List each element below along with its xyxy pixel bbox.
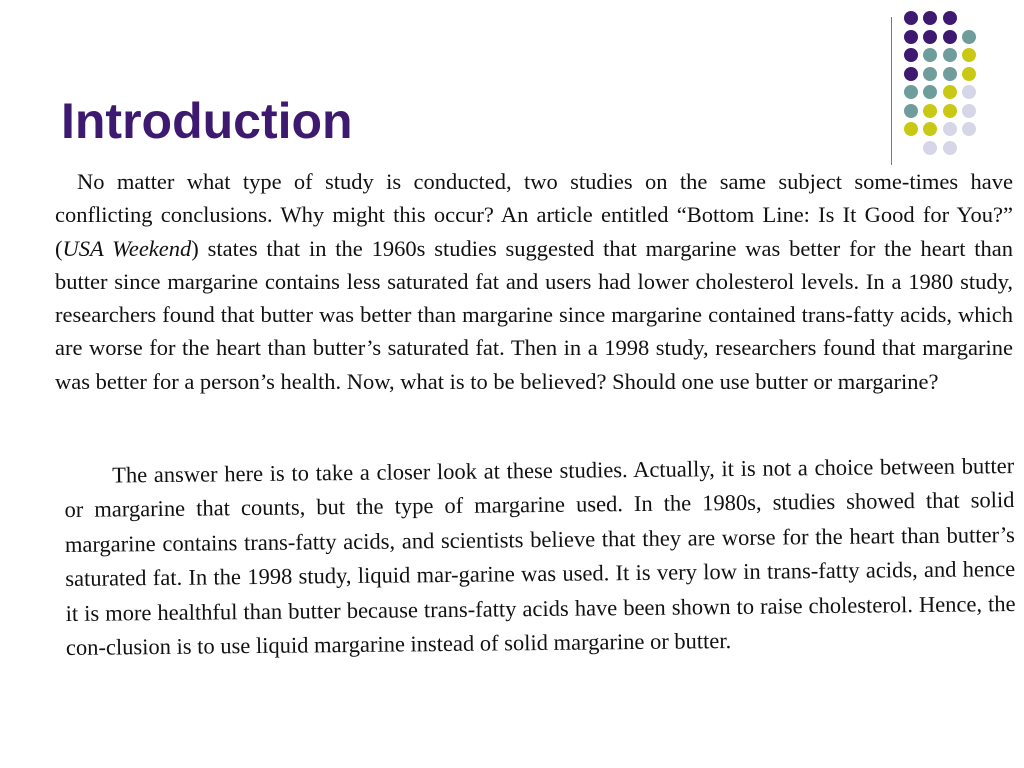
decorative-dot xyxy=(904,67,918,81)
decorative-dot xyxy=(923,30,937,44)
decorative-dot xyxy=(962,104,976,118)
decorative-dot xyxy=(923,122,937,136)
decorative-dot xyxy=(923,11,937,25)
publication-title: USA Weekend xyxy=(62,235,192,261)
decorative-dot-grid xyxy=(904,11,1014,161)
decorative-dot xyxy=(923,104,937,118)
decorative-dot xyxy=(943,30,957,44)
slide-title: Introduction xyxy=(61,93,353,149)
decorative-dot xyxy=(962,67,976,81)
decorative-dot xyxy=(943,122,957,136)
body-paragraph-2: The answer here is to take a closer look at these studies. Actually, it is not a choice between butter or margarine that counts, but the type of margarine used. In the 1980s, studies showed that solid margarine contains trans-fatty acids, and scientists believe that they are worse for the heart than butter’s saturated fat. In the 1998 study, liquid mar-garine was used. It is very low in trans-fatty acids, and hence it is more healthful than butter because trans-fatty acids have been shown to raise cholesterol. Hence, the con-clusion is to use liquid margarine instead of solid margarine or butter. xyxy=(64,453,1016,661)
decorative-dot xyxy=(962,122,976,136)
decorative-dot xyxy=(904,11,918,25)
decorative-dot xyxy=(923,67,937,81)
decorative-dot xyxy=(943,48,957,62)
decorative-dot xyxy=(904,48,918,62)
decorative-dot xyxy=(904,30,918,44)
decorative-dot xyxy=(904,104,918,118)
decorative-dot xyxy=(943,85,957,99)
decorative-dot xyxy=(943,11,957,25)
decorative-dot xyxy=(904,85,918,99)
paragraph-1-text-start: No matter what type of study is conducted, two studies on the same subject some-times have conflicting conclusions. Why might this occur? An article entitled “Bottom Line: Is It Good for You?” ( xyxy=(55,169,1013,261)
decorative-dot xyxy=(923,85,937,99)
decorative-dot xyxy=(923,141,937,155)
decorative-dot xyxy=(962,48,976,62)
decorative-dot xyxy=(962,85,976,99)
decorative-dot xyxy=(904,122,918,136)
decorative-dot xyxy=(923,48,937,62)
header-divider xyxy=(891,17,892,165)
decorative-dot xyxy=(943,67,957,81)
decorative-dot xyxy=(943,141,957,155)
paragraph-1-text-end: ) states that in the 1960s studies suggested that margarine was better for the heart than butter since margarine contains less saturated fat and users had lower cholesterol levels. In a 1980 study, researchers found that butter was better than margarine since margarine contained trans-fatty acids, which are worse for the heart than butter’s saturated fat. Then in a 1998 study, researchers found that margarine was better for a person’s health. Now, what is to be believed? Should one use butter or margarine? xyxy=(55,235,1014,394)
decorative-dot xyxy=(943,104,957,118)
body-paragraph-1 xyxy=(55,165,1013,398)
decorative-dot xyxy=(962,30,976,44)
